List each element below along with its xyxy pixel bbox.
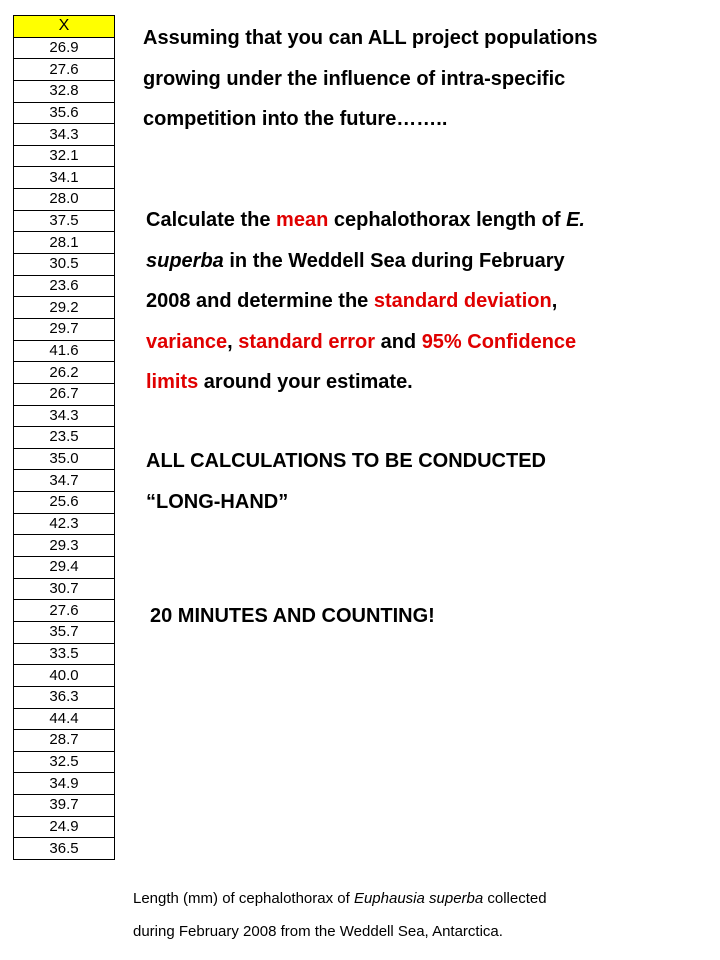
table-cell: 27.6 (14, 600, 115, 622)
keyword-standard-deviation: standard deviation (373, 290, 552, 312)
table-row (14, 643, 115, 665)
keyword-mean: mean (276, 209, 329, 231)
cephalothorax-length-table (13, 15, 115, 860)
table-cell: 24.9 (14, 816, 115, 838)
table-cell: 27.6 (14, 59, 115, 81)
table-cell: 34.1 (14, 167, 115, 189)
table-caption (133, 882, 703, 948)
table-row (14, 513, 115, 535)
table-row (14, 621, 115, 643)
table-row (14, 59, 115, 81)
table-row (14, 492, 115, 514)
task-text: Calculate the (146, 209, 277, 231)
table-row (14, 470, 115, 492)
table-row (14, 124, 115, 146)
table-row (14, 210, 115, 232)
table-cell: 29.7 (14, 318, 115, 340)
table-row (14, 167, 115, 189)
countdown-text: 20 MINUTES AND COUNTING! (150, 605, 435, 627)
task-text: around your estimate. (198, 371, 413, 393)
table-row (14, 297, 115, 319)
table-row (14, 730, 115, 752)
task-instructions (146, 200, 686, 403)
table-cell: 42.3 (14, 513, 115, 535)
table-cell: 34.3 (14, 124, 115, 146)
keyword-standard-error: standard error (238, 330, 376, 353)
task-line (146, 281, 686, 322)
table-cell: 32.8 (14, 80, 115, 102)
table-cell: 33.5 (14, 643, 115, 665)
table-row (14, 427, 115, 449)
table-row (14, 383, 115, 405)
table-cell: 26.2 (14, 362, 115, 384)
table-cell: 39.7 (14, 795, 115, 817)
table-row (14, 816, 115, 838)
table-row (14, 362, 115, 384)
keyword-confidence: 95% Confidence (421, 330, 577, 353)
table-cell: 28.7 (14, 730, 115, 752)
table-row (14, 405, 115, 427)
table-row (14, 80, 115, 102)
intro-line: Assuming that you can ALL project populations (143, 27, 598, 49)
table-row (14, 795, 115, 817)
table-header-row (14, 16, 115, 38)
table-row (14, 448, 115, 470)
caption-text: Length (mm) of cephalothorax of (133, 890, 354, 907)
table-cell: 44.4 (14, 708, 115, 730)
table-row (14, 37, 115, 59)
task-text: cephalothorax length of (328, 209, 567, 231)
table-cell: 41.6 (14, 340, 115, 362)
table-row (14, 145, 115, 167)
table-row (14, 665, 115, 687)
table-cell: 25.6 (14, 492, 115, 514)
table-row (14, 578, 115, 600)
table-cell: 30.7 (14, 578, 115, 600)
table-cell: 29.3 (14, 535, 115, 557)
task-line (146, 322, 686, 363)
task-line (146, 241, 686, 282)
table-cell: 29.2 (14, 297, 115, 319)
caption-species: Euphausia superba (353, 890, 484, 907)
table-cell: 26.7 (14, 383, 115, 405)
table-cell: 23.5 (14, 427, 115, 449)
table-row (14, 773, 115, 795)
table-cell: 26.9 (14, 37, 115, 59)
table-cell: 30.5 (14, 254, 115, 276)
species-genus: E. (566, 209, 585, 231)
task-text: 2008 and determine the (146, 290, 374, 312)
table-row (14, 535, 115, 557)
table-cell: 34.3 (14, 405, 115, 427)
table-cell: 23.6 (14, 275, 115, 297)
calc-line: “LONG-HAND” (146, 490, 289, 513)
table-row (14, 838, 115, 860)
calc-line: ALL CALCULATIONS TO BE CONDUCTED (146, 450, 546, 472)
table-body (14, 37, 115, 859)
table-row (14, 275, 115, 297)
caption-text: collected (483, 890, 547, 907)
intro-line: competition into the future…….. (143, 108, 448, 130)
task-text: , (551, 290, 558, 312)
keyword-variance: variance (146, 330, 228, 353)
intro-line: growing under the influence of intra-specific (143, 67, 566, 90)
species-epithet: superba (146, 249, 224, 272)
table-row (14, 751, 115, 773)
table-row (14, 189, 115, 211)
table-cell: 35.6 (14, 102, 115, 124)
table-row (14, 600, 115, 622)
column-header-x: X (14, 16, 115, 38)
table-cell: 40.0 (14, 665, 115, 687)
table-cell: 28.0 (14, 189, 115, 211)
task-text: in the Weddell Sea during February (223, 249, 565, 272)
data-table-container (13, 15, 115, 860)
table-row (14, 686, 115, 708)
table-cell: 29.4 (14, 557, 115, 579)
table-cell: 35.7 (14, 621, 115, 643)
task-text: and (375, 330, 422, 353)
table-row (14, 254, 115, 276)
task-text: , (227, 330, 239, 353)
table-cell: 35.0 (14, 448, 115, 470)
table-row (14, 102, 115, 124)
caption-line (133, 882, 703, 915)
table-cell: 37.5 (14, 210, 115, 232)
table-row (14, 340, 115, 362)
table-cell: 34.7 (14, 470, 115, 492)
table-row (14, 557, 115, 579)
table-cell: 32.1 (14, 145, 115, 167)
calculation-instruction (146, 441, 686, 522)
table-cell: 36.3 (14, 686, 115, 708)
table-cell: 32.5 (14, 751, 115, 773)
keyword-limits: limits (146, 371, 199, 393)
table-row (14, 708, 115, 730)
table-cell: 36.5 (14, 838, 115, 860)
table-row (14, 318, 115, 340)
task-line (146, 200, 686, 241)
table-cell: 34.9 (14, 773, 115, 795)
table-row (14, 232, 115, 254)
table-cell: 28.1 (14, 232, 115, 254)
task-line (146, 362, 686, 403)
intro-text (143, 18, 708, 140)
caption-line: during February 2008 from the Weddell Sea, Antarctica. (133, 923, 503, 940)
